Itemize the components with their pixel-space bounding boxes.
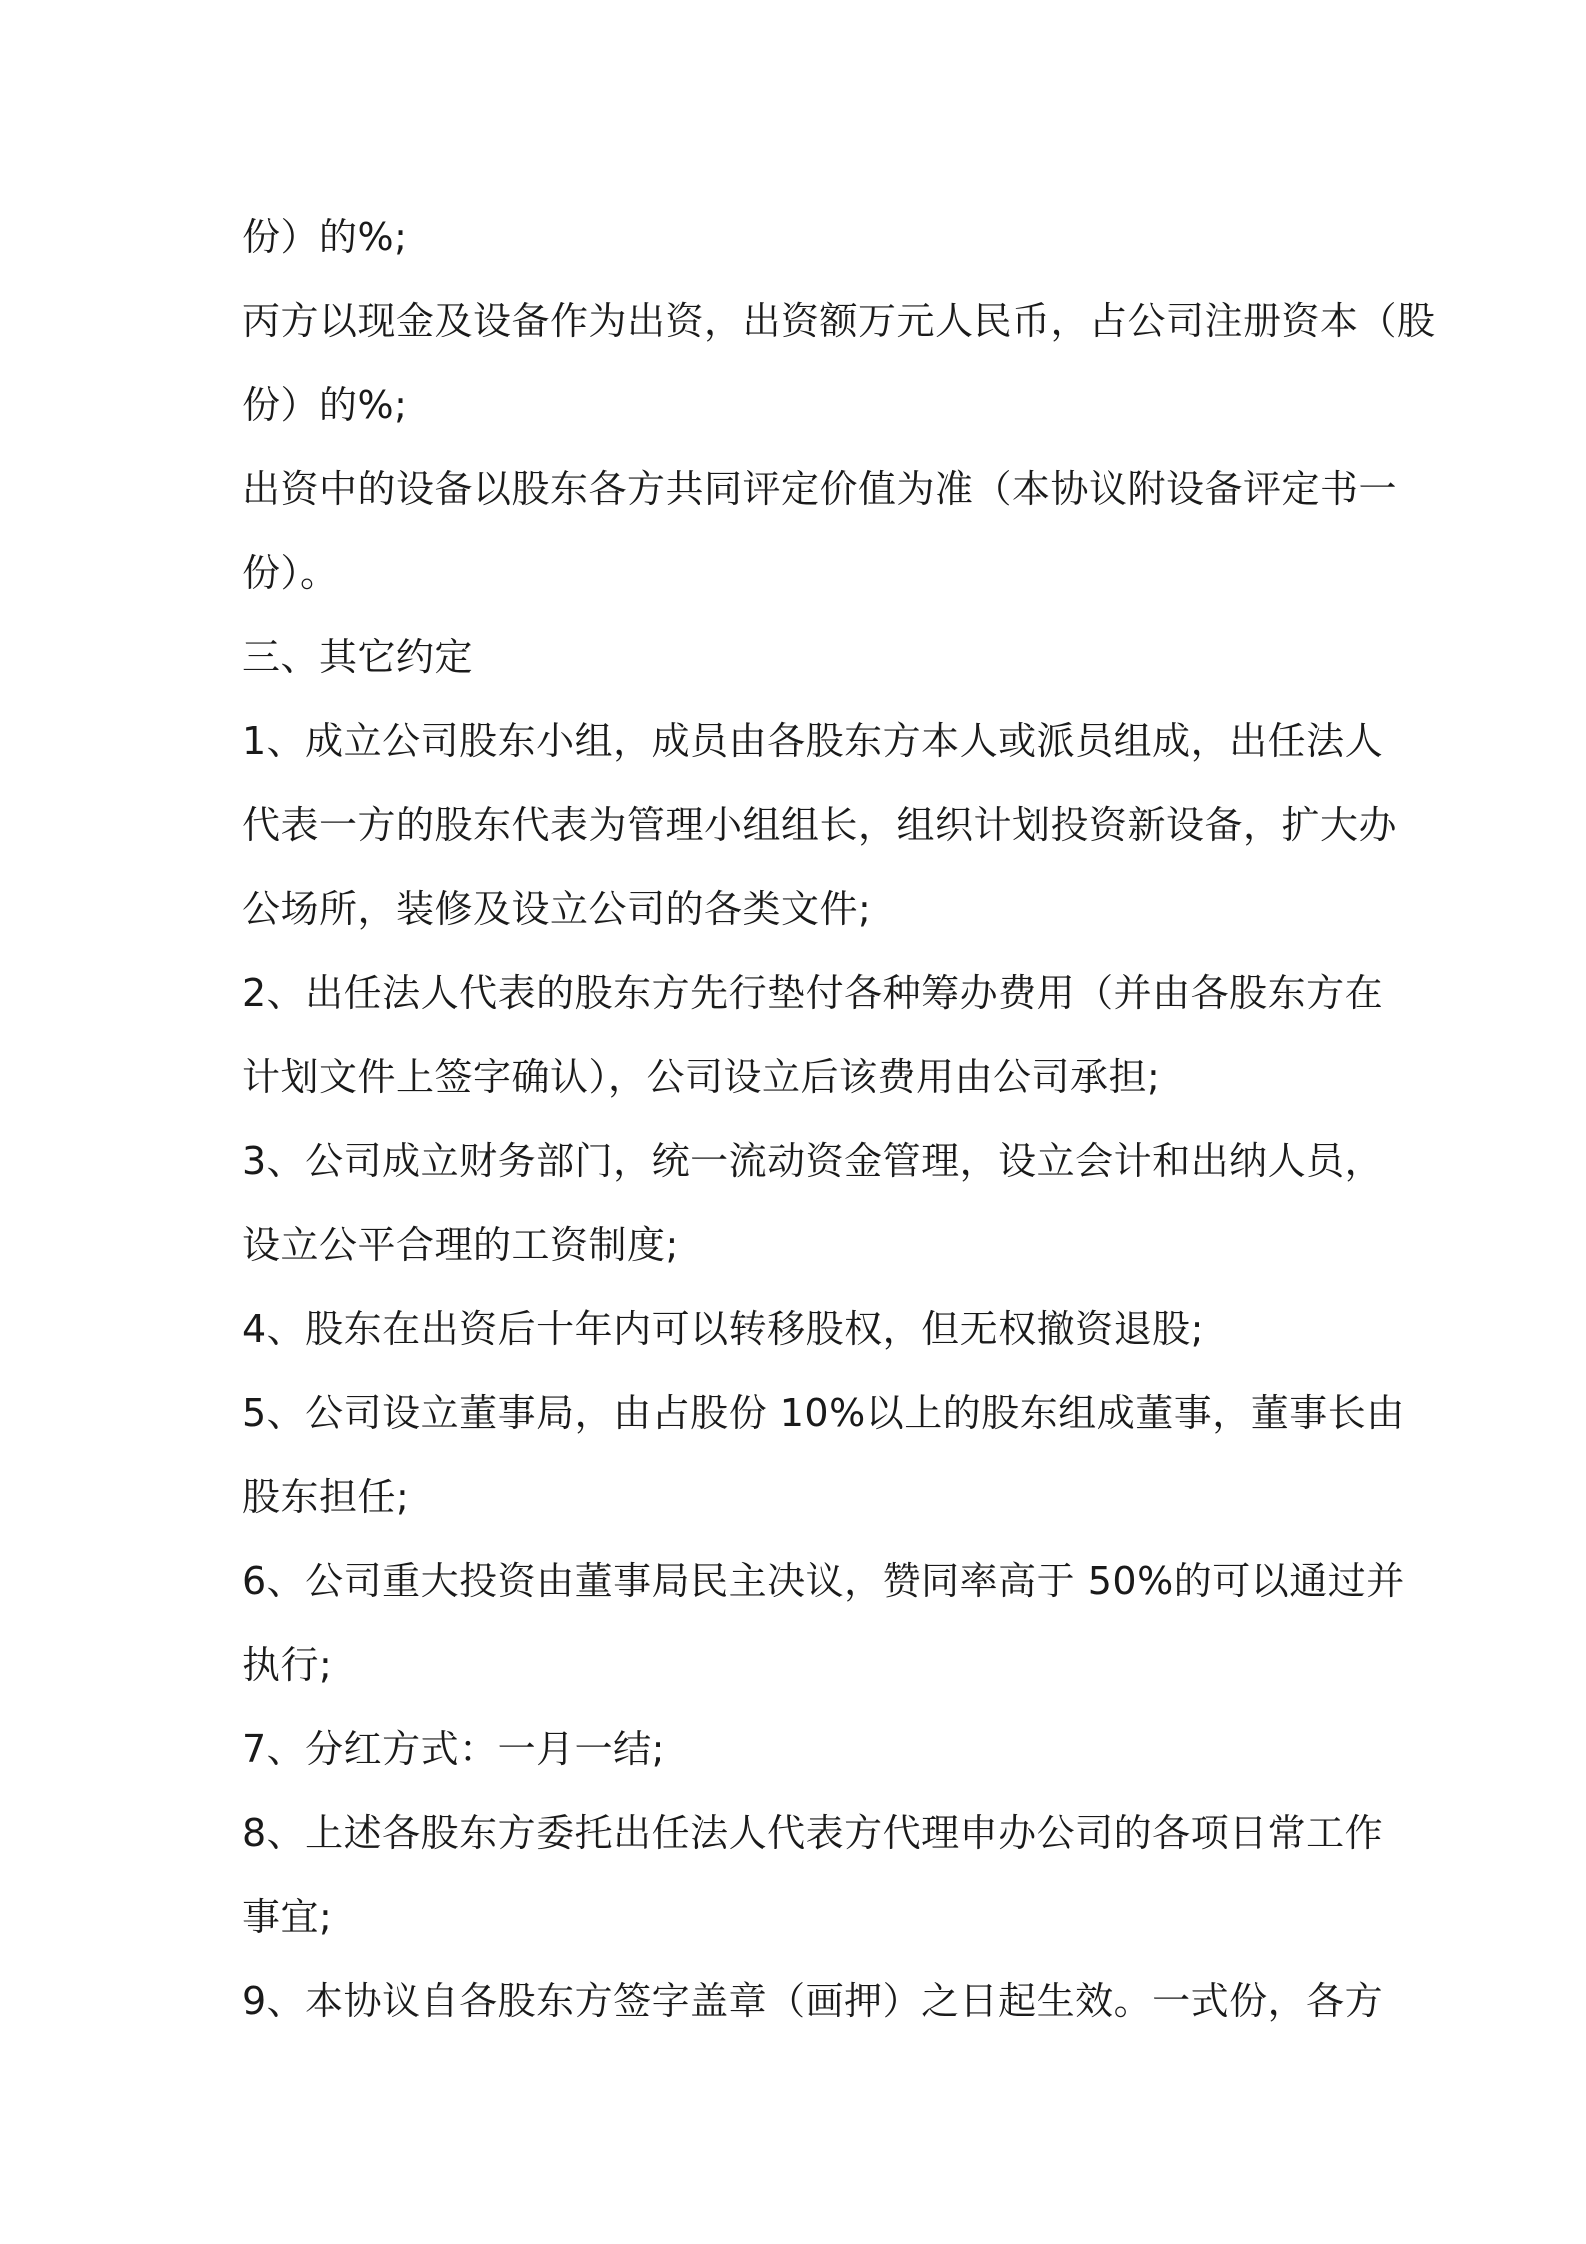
text-line: 出资中的设备以股东各方共同评定价值为准（本协议附设备评定书一 xyxy=(242,467,1398,511)
text-line: 股东担任; xyxy=(242,1475,410,1519)
text-line: 公场所，装修及设立公司的各类文件; xyxy=(242,887,872,931)
section-heading: 三、其它约定 xyxy=(242,635,474,679)
text-line: 份）的%; xyxy=(242,215,408,259)
text-line: 5、公司设立董事局，由占股份 10%以上的股东组成董事，董事长由 xyxy=(242,1391,1405,1435)
text-line: 设立公平合理的工资制度; xyxy=(242,1223,679,1267)
text-line: 执行; xyxy=(242,1643,333,1687)
text-line: 2、出任法人代表的股东方先行垫付各种筹办费用（并由各股东方在 xyxy=(242,971,1384,1015)
text-line: 3、公司成立财务部门，统一流动资金管理，设立会计和出纳人员， xyxy=(242,1139,1384,1183)
text-line: 8、上述各股东方委托出任法人代表方代理申办公司的各项日常工作 xyxy=(242,1811,1384,1855)
text-line: 9、本协议自各股东方签字盖章（画押）之日起生效。一式份，各方 xyxy=(242,1979,1384,2023)
text-line: 4、股东在出资后十年内可以转移股权，但无权撤资退股; xyxy=(242,1307,1204,1351)
text-line: 7、分红方式：一月一结; xyxy=(242,1727,665,1771)
text-line: 份）。 xyxy=(242,551,339,595)
text-line: 6、公司重大投资由董事局民主决议，赞同率高于 50%的可以通过并 xyxy=(242,1559,1405,1603)
text-line: 份）的%; xyxy=(242,383,408,427)
text-line: 丙方以现金及设备作为出资，出资额万元人民币，占公司注册资本（股 xyxy=(242,299,1436,343)
text-line: 代表一方的股东代表为管理小组组长，组织计划投资新设备，扩大办 xyxy=(242,803,1398,847)
document-page xyxy=(242,195,1436,2043)
text-line: 事宜; xyxy=(242,1895,333,1939)
text-line: 计划文件上签字确认），公司设立后该费用由公司承担; xyxy=(242,1055,1161,1099)
text-line: 1、成立公司股东小组，成员由各股东方本人或派员组成，出任法人 xyxy=(242,719,1384,763)
